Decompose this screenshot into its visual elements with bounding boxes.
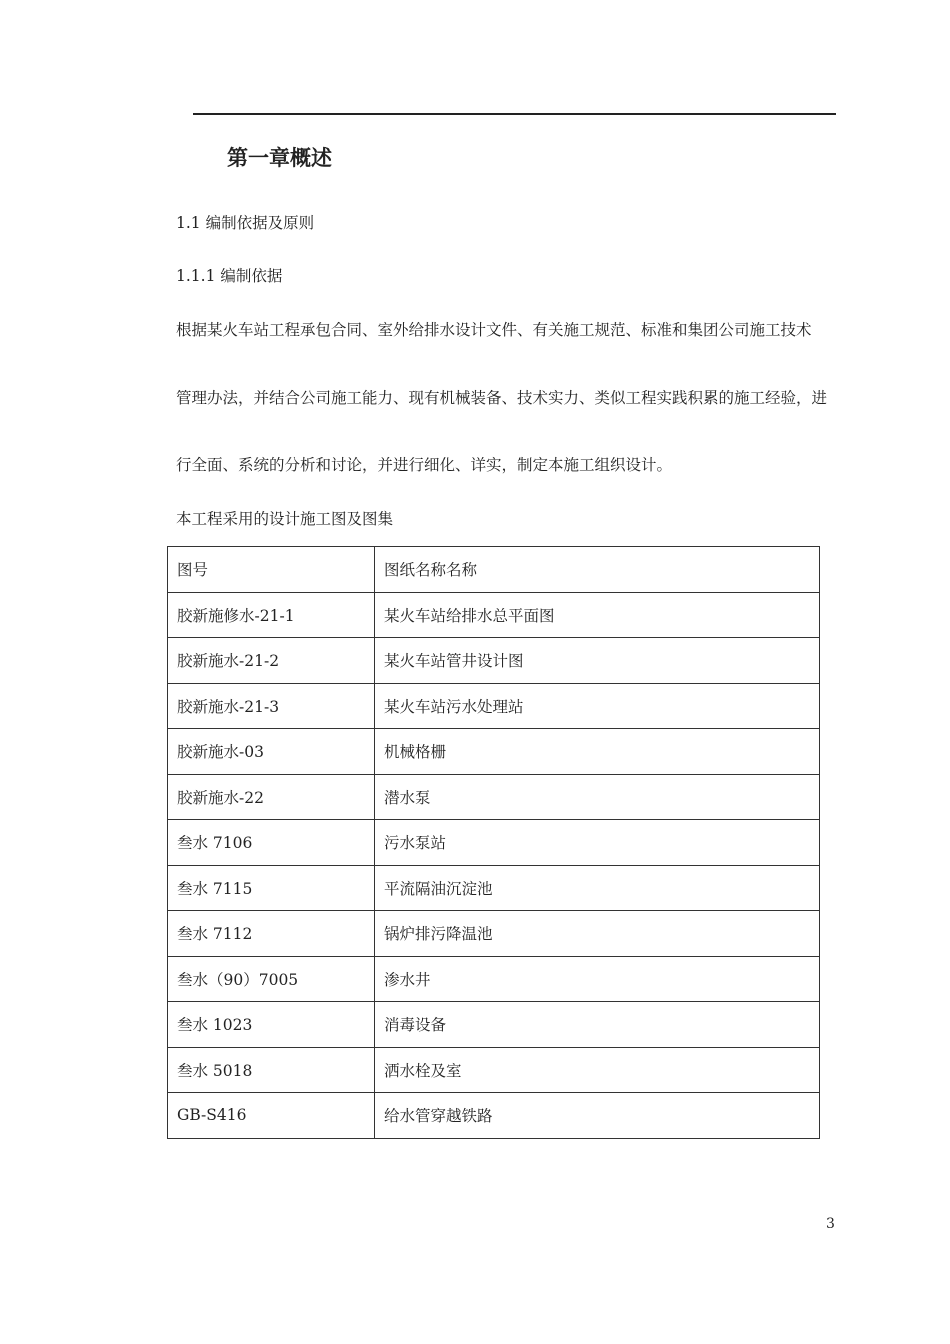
drawing-number-cell: 叁水 1023 — [168, 1002, 375, 1048]
table-row — [168, 956, 820, 1002]
table-row — [168, 1093, 820, 1139]
drawing-number-cell: 胶新施修水-21-1 — [168, 592, 375, 638]
drawing-name-cell: 消毒设备 — [375, 1002, 820, 1048]
table-header-row — [168, 547, 820, 593]
table-row — [168, 865, 820, 911]
header-drawing-number: 图号 — [168, 547, 375, 593]
drawing-number-cell: 胶新施水-22 — [168, 774, 375, 820]
drawing-number-cell: 叁水 7115 — [168, 865, 375, 911]
header-rule — [193, 113, 836, 115]
table-row — [168, 911, 820, 957]
drawing-name-cell: 机械格栅 — [375, 729, 820, 775]
table-row — [168, 638, 820, 684]
table-row — [168, 729, 820, 775]
paragraph-line-2: 管理办法，并结合公司施工能力、现有机械装备、技术实力、类似工程实践积累的施工经验，进 — [176, 389, 828, 407]
page-number: 3 — [826, 1216, 835, 1232]
header-drawing-name: 图纸名称名称 — [375, 547, 820, 593]
table-row — [168, 683, 820, 729]
drawing-number-cell: 叁水（90）7005 — [168, 956, 375, 1002]
drawing-number-cell: 叁水 7112 — [168, 911, 375, 957]
drawing-name-cell: 平流隔油沉淀池 — [375, 865, 820, 911]
drawing-name-cell: 锅炉排污降温池 — [375, 911, 820, 957]
drawing-name-cell: 洒水栓及室 — [375, 1047, 820, 1093]
drawing-name-cell: 某火车站污水处理站 — [375, 683, 820, 729]
drawings-table — [167, 546, 820, 1139]
drawing-name-cell: 渗水井 — [375, 956, 820, 1002]
drawing-number-cell: 胶新施水-21-2 — [168, 638, 375, 684]
chapter-title: 第一章概述 — [227, 146, 332, 170]
paragraph-line-1: 根据某火车站工程承包合同、室外给排水设计文件、有关施工规范、标准和集团公司施工技术 — [176, 321, 812, 339]
paragraph-line-3: 行全面、系统的分析和讨论，并进行细化、详实，制定本施工组织设计。 — [176, 456, 673, 474]
drawing-number-cell: GB-S416 — [168, 1093, 375, 1139]
drawing-number-cell: 胶新施水-03 — [168, 729, 375, 775]
table-row — [168, 774, 820, 820]
section-heading-1-1-1: 1.1.1 编制依据 — [176, 267, 283, 285]
drawing-name-cell: 某火车站管井设计图 — [375, 638, 820, 684]
drawing-name-cell: 某火车站给排水总平面图 — [375, 592, 820, 638]
drawing-number-cell: 叁水 5018 — [168, 1047, 375, 1093]
table-row — [168, 1047, 820, 1093]
table-row — [168, 820, 820, 866]
drawing-name-cell: 污水泵站 — [375, 820, 820, 866]
table-row — [168, 1002, 820, 1048]
drawing-name-cell: 潜水泵 — [375, 774, 820, 820]
table-row — [168, 592, 820, 638]
drawing-number-cell: 叁水 7106 — [168, 820, 375, 866]
drawing-number-cell: 胶新施水-21-3 — [168, 683, 375, 729]
section-heading-1-1: 1.1 编制依据及原则 — [176, 214, 315, 232]
drawing-name-cell: 给水管穿越铁路 — [375, 1093, 820, 1139]
table-caption: 本工程采用的设计施工图及图集 — [176, 510, 394, 528]
